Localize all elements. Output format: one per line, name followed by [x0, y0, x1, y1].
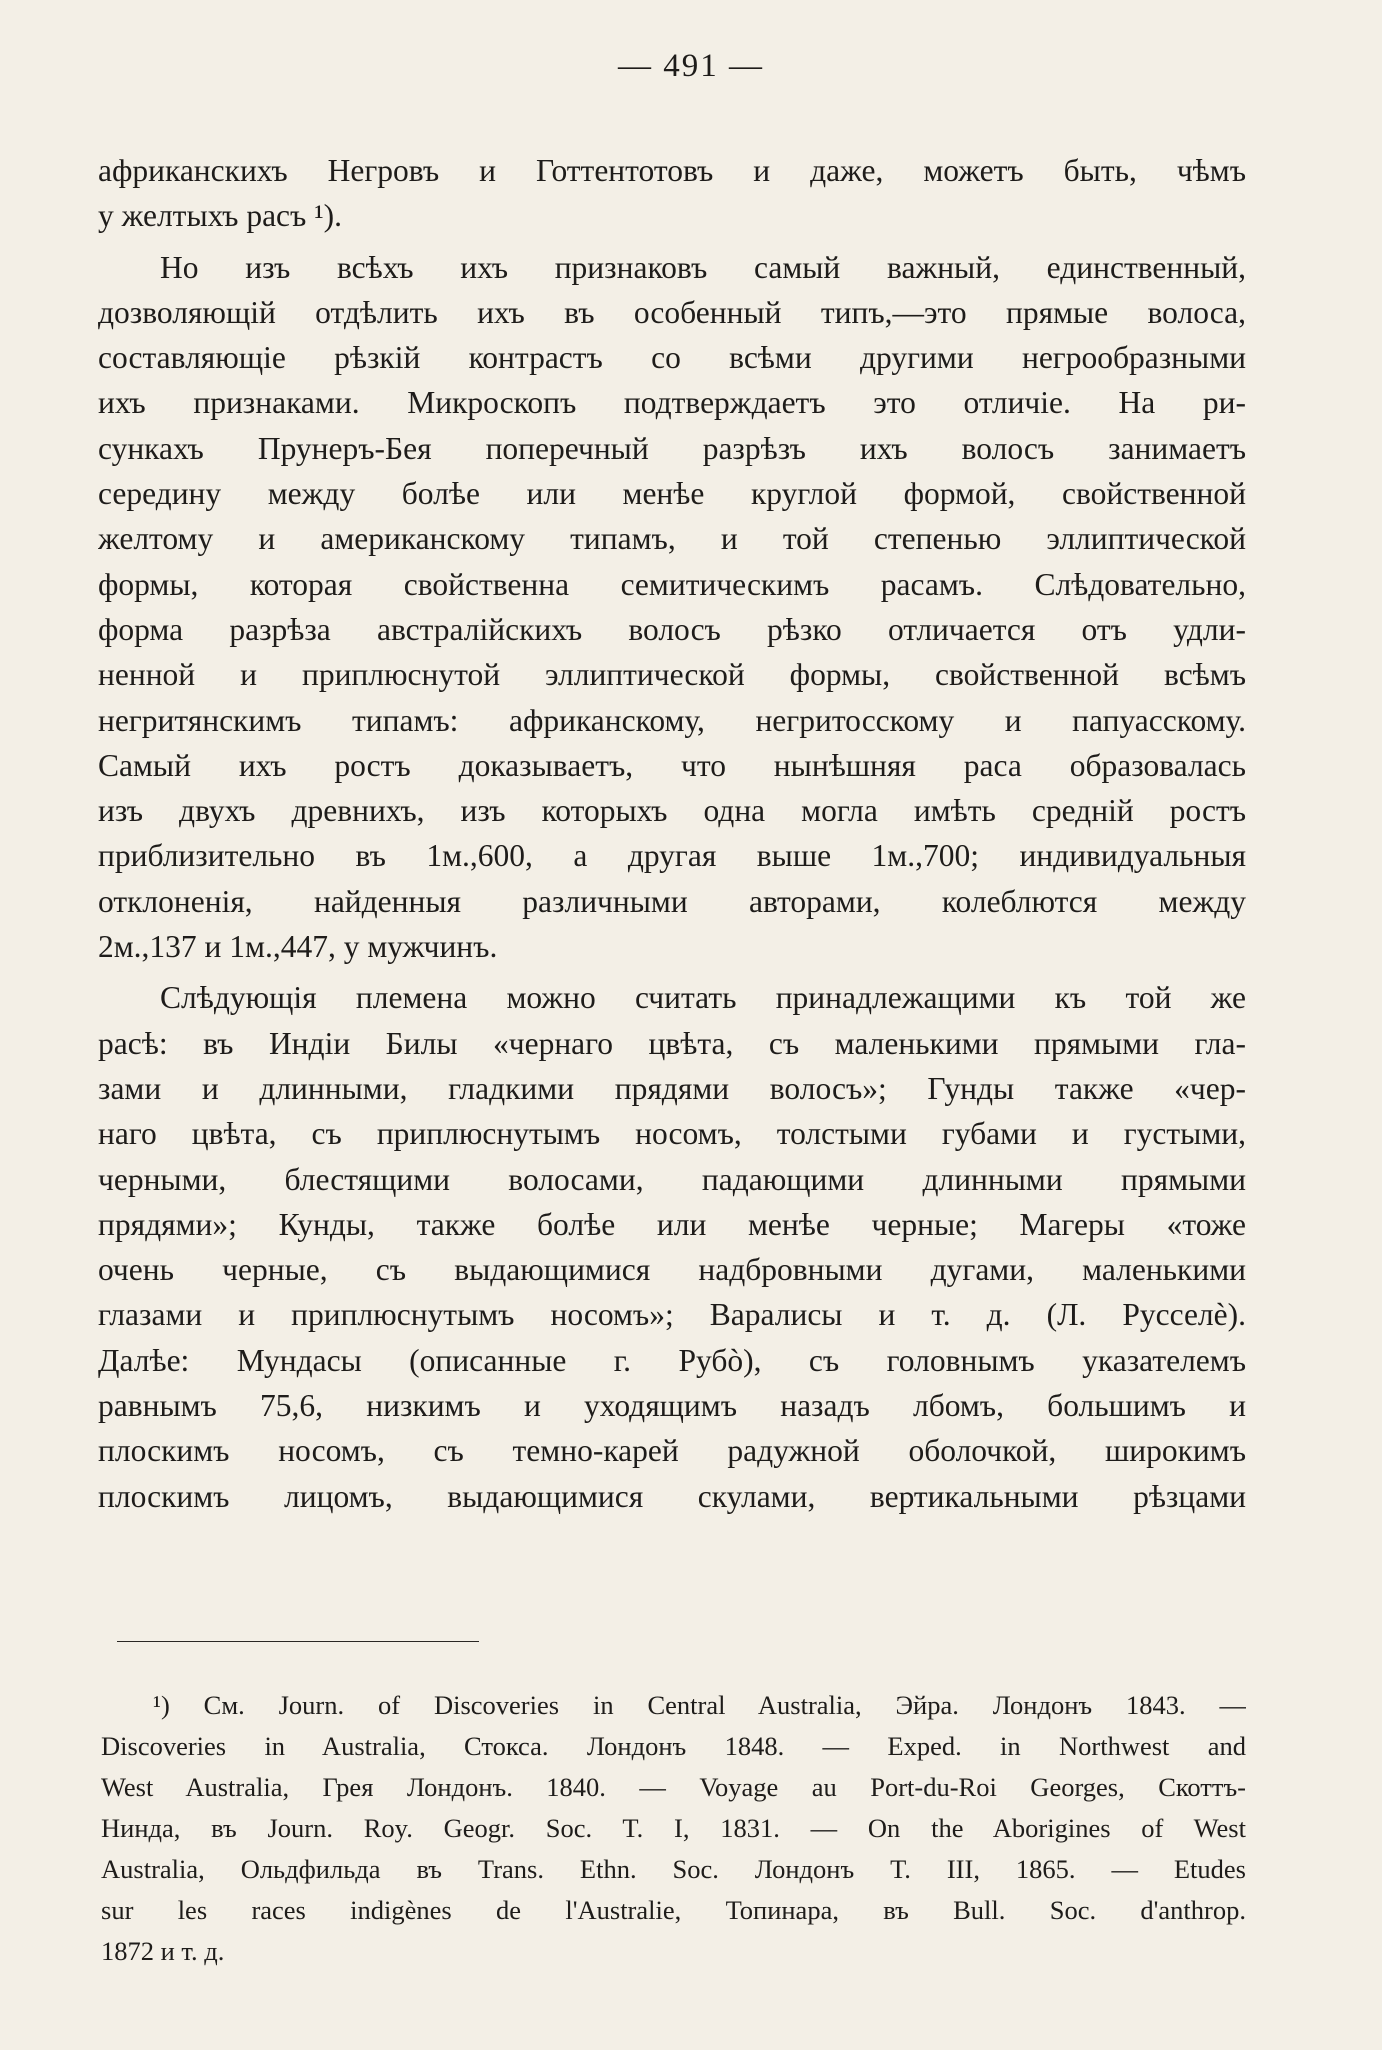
text-line: плоскимъ носомъ, съ темно-карей радужной оболочкой, широкимъ	[98, 1433, 1246, 1469]
text-line: отклоненія, найденныя различными авторами, колеблются между	[98, 883, 1246, 919]
page-number: — 491 —	[618, 48, 764, 84]
footnote-line: Discoveries in Australia, Стокса. Лондонъ 1848. — Exped. in Northwest and	[101, 1731, 1246, 1761]
text-line: черными, блестящими волосами, падающими длинными прямыми	[98, 1161, 1246, 1197]
text-line: дозволяющій отдѣлить ихъ въ особенный типъ,—это прямые волоса,	[98, 294, 1246, 330]
footnote-line: ¹) См. Journ. of Discoveries in Central Australia, Эйра. Лондонъ 1843. —	[153, 1690, 1246, 1720]
text-line: 2м.,137 и 1м.,447, у мужчинъ.	[98, 929, 498, 965]
text-line: желтому и американскому типамъ, и той степенью эллиптической	[98, 521, 1246, 557]
text-line: негритянскимъ типамъ: африканскому, негритосскому и папуасскому.	[98, 702, 1246, 738]
text-line: изъ двухъ древнихъ, изъ которыхъ одна могла имѣть средній ростъ	[98, 793, 1246, 829]
text-line: форма разрѣза австралійскихъ волосъ рѣзко отличается отъ удли-	[98, 611, 1246, 647]
text-line: ненной и приплюснутой эллиптической формы, свойственной всѣмъ	[98, 657, 1246, 693]
text-line: сункахъ Прунеръ-Бея поперечный разрѣзъ ихъ волосъ занимаетъ	[98, 430, 1246, 466]
footnote-divider	[117, 1641, 479, 1642]
text-line: равнымъ 75,6, низкимъ и уходящимъ назадъ лбомъ, большимъ и	[98, 1388, 1246, 1424]
text-line: середину между болѣе или менѣе круглой формой, свойственной	[98, 476, 1246, 512]
text-line: Далѣе: Мундасы (описанные г. Рубò), съ головнымъ указателемъ	[98, 1342, 1246, 1378]
text-line: наго цвѣта, съ приплюснутымъ носомъ, толстыми губами и густыми,	[98, 1116, 1246, 1152]
text-line: африканскихъ Негровъ и Готтентотовъ и даже, можетъ быть, чѣмъ	[98, 153, 1246, 188]
text-line: плоскимъ лицомъ, выдающимися скулами, вертикальными рѣзцами	[98, 1478, 1246, 1514]
footnote-line: sur les races indigènes de l'Australie, Топинара, въ Bull. Soc. d'anthrop.	[101, 1895, 1246, 1925]
footnote-line: 1872 и т. д.	[101, 1936, 225, 1966]
text-line: Слѣдующія племена можно считать принадлежащими къ той же	[160, 980, 1246, 1016]
text-line: Но изъ всѣхъ ихъ признаковъ самый важный, единственный,	[160, 249, 1246, 285]
text-line: Самый ихъ ростъ доказываетъ, что нынѣшняя раса образовалась	[98, 747, 1246, 783]
text-line: составляющіе рѣзкій контрастъ со всѣми другими негрообразными	[98, 340, 1246, 376]
text-line: очень черные, съ выдающимися надбровными дугами, маленькими	[98, 1252, 1246, 1288]
footnote-line: West Australia, Грея Лондонъ. 1840. — Voyage au Port-du-Roi Georges, Скоттъ-	[101, 1772, 1246, 1802]
text-line: формы, которая свойственна семитическимъ расамъ. Слѣдовательно,	[98, 566, 1246, 602]
main-text	[98, 148, 1246, 1519]
text-line: зами и длинными, гладкими прядями волосъ»; Гунды также «чер-	[98, 1070, 1246, 1106]
text-line: глазами и приплюснутымъ носомъ»; Варалисы и т. д. (Л. Русселè).	[98, 1297, 1246, 1333]
footnote	[101, 1685, 1246, 1972]
footnote-line: Нинда, въ Journ. Roy. Geogr. Soc. T. I, 1831. — On the Aborigines of West	[101, 1813, 1246, 1843]
text-line: ихъ признаками. Микроскопъ подтверждаетъ это отличіе. На ри-	[98, 385, 1246, 421]
text-line: приблизительно въ 1м.,600, а другая выше 1м.,700; индивидуальныя	[98, 838, 1246, 874]
text-line: у желтыхъ расъ ¹).	[98, 198, 343, 234]
text-line: прядями»; Кунды, также болѣе или менѣе черные; Магеры «тоже	[98, 1206, 1246, 1242]
text-line: расѣ: въ Индіи Билы «чернаго цвѣта, съ маленькими прямыми гла-	[98, 1025, 1246, 1061]
footnote-line: Australia, Ольдфильда въ Trans. Ethn. Soc. Лондонъ T. III, 1865. — Etudes	[101, 1854, 1246, 1884]
